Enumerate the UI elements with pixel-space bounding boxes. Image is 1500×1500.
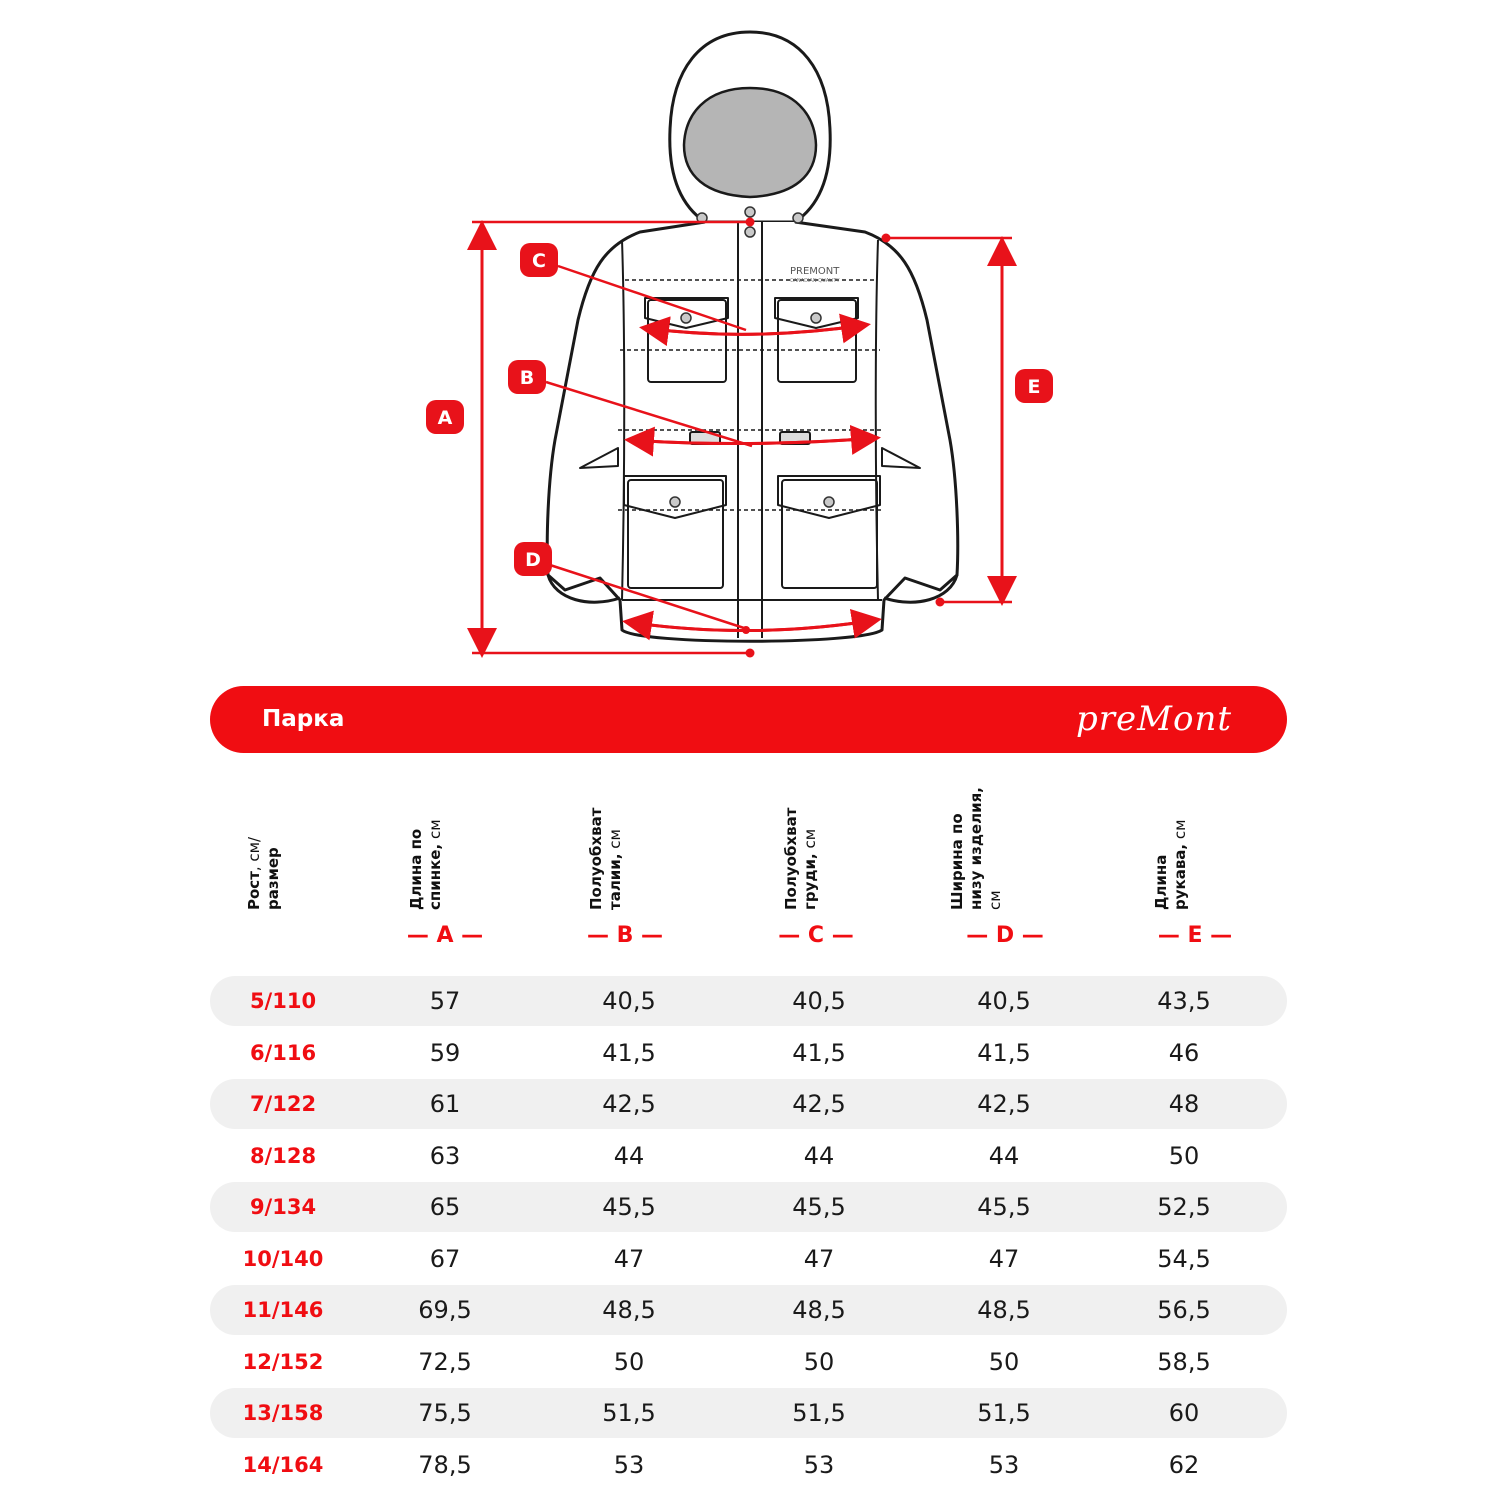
header-size-line2: размер xyxy=(264,847,282,910)
value-cell: 47 xyxy=(613,1244,645,1273)
jacket-brand-text: PREMONT xyxy=(790,266,840,277)
size-cell: 5/110 xyxy=(249,989,317,1013)
header-c-line1: Полуобхват xyxy=(782,807,800,910)
marker-badge-a xyxy=(426,400,464,434)
value-cell: 42,5 xyxy=(792,1090,846,1118)
column-header-b xyxy=(530,770,720,910)
value-cell: 61 xyxy=(429,1090,461,1118)
value-cell: 51,5 xyxy=(792,1399,846,1427)
header-size-unit: , см/ xyxy=(245,836,263,872)
jacket-outline xyxy=(547,32,957,641)
value-cell: 40,5 xyxy=(602,987,656,1015)
value-cell: 48 xyxy=(1168,1090,1200,1118)
jacket-measurement-diagram xyxy=(0,0,1500,680)
value-cell: 59 xyxy=(429,1038,461,1067)
value-cell: 45,5 xyxy=(602,1193,656,1221)
value-cell: 48,5 xyxy=(602,1296,656,1324)
table-row xyxy=(210,1440,1287,1490)
value-cell: 41,5 xyxy=(792,1038,846,1067)
table-row xyxy=(210,1388,1287,1438)
value-cell: 60 xyxy=(1168,1399,1200,1427)
header-d-line1: Ширина по xyxy=(948,813,966,910)
header-b-unit: см xyxy=(606,829,624,854)
marker-badge-b xyxy=(508,360,546,394)
value-cell: 56,5 xyxy=(1157,1296,1211,1324)
table-row xyxy=(210,1182,1287,1232)
value-cell: 53 xyxy=(803,1450,835,1479)
header-e-unit: см xyxy=(1171,819,1189,844)
value-cell: 47 xyxy=(803,1244,835,1273)
column-letter-a: — A — xyxy=(406,923,484,948)
value-cell: 62 xyxy=(1168,1450,1200,1479)
value-cell: 75,5 xyxy=(418,1399,472,1427)
value-cell: 67 xyxy=(429,1244,461,1273)
header-a-line1: Длина по xyxy=(407,828,425,910)
title-band xyxy=(210,686,1287,753)
table-row xyxy=(210,1079,1287,1129)
value-cell: 53 xyxy=(988,1450,1020,1479)
marker-letter-c: C xyxy=(532,250,546,272)
column-header-c xyxy=(725,770,915,910)
table-row xyxy=(210,1285,1287,1335)
header-e-line2: рукава, xyxy=(1171,843,1189,910)
header-d-unit: см xyxy=(986,890,1004,910)
header-b-line2: талии, xyxy=(606,853,624,910)
column-header-e xyxy=(1095,770,1285,910)
value-cell: 45,5 xyxy=(977,1193,1031,1221)
size-cell: 10/140 xyxy=(242,1246,324,1271)
marker-letter-e: E xyxy=(1027,376,1041,398)
marker-letter-d: D xyxy=(525,549,541,571)
header-size-line1: Рост xyxy=(245,871,263,910)
column-letter-e: — E — xyxy=(1157,923,1233,948)
header-c-unit: см xyxy=(801,828,819,854)
column-header-a xyxy=(350,770,540,910)
size-cell: 11/146 xyxy=(242,1298,324,1322)
value-cell: 44 xyxy=(988,1141,1020,1170)
value-cell: 48,5 xyxy=(792,1296,846,1324)
value-cell: 40,5 xyxy=(792,987,846,1015)
value-cell: 57 xyxy=(429,987,461,1015)
value-cell: 63 xyxy=(429,1141,461,1170)
header-d-line2: низу изделия, xyxy=(967,787,985,910)
value-cell: 45,5 xyxy=(792,1193,846,1221)
value-cell: 50 xyxy=(803,1347,835,1376)
column-letter-b: — B — xyxy=(586,923,664,948)
marker-badge-d xyxy=(514,542,552,576)
value-cell: 69,5 xyxy=(418,1296,472,1324)
value-cell: 51,5 xyxy=(602,1399,656,1427)
value-cell: 78,5 xyxy=(418,1450,472,1479)
size-cell: 9/134 xyxy=(249,1195,317,1219)
value-cell: 54,5 xyxy=(1157,1244,1211,1273)
size-cell: 8/128 xyxy=(249,1143,317,1168)
value-cell: 52,5 xyxy=(1157,1193,1211,1221)
value-cell: 46 xyxy=(1168,1038,1200,1067)
value-cell: 58,5 xyxy=(1157,1347,1211,1376)
header-a-line2: спинке, xyxy=(426,843,444,910)
size-cell: 14/164 xyxy=(242,1452,324,1477)
value-cell: 41,5 xyxy=(977,1038,1031,1067)
value-cell: 41,5 xyxy=(602,1038,656,1067)
value-cell: 44 xyxy=(613,1141,645,1170)
table-row xyxy=(210,1337,1287,1387)
marker-badge-c xyxy=(520,243,558,277)
product-title: Парка xyxy=(262,706,345,732)
value-cell: 48,5 xyxy=(977,1296,1031,1324)
value-cell: 65 xyxy=(429,1193,461,1221)
value-cell: 43,5 xyxy=(1157,987,1211,1015)
column-letter-d: — D — xyxy=(966,923,1044,948)
value-cell: 72,5 xyxy=(418,1347,472,1376)
column-header-d xyxy=(910,770,1100,910)
size-cell: 13/158 xyxy=(242,1401,324,1425)
marker-letter-b: B xyxy=(519,367,535,389)
header-e-line1: Длина xyxy=(1152,854,1170,910)
column-letter-c: — C — xyxy=(778,923,854,948)
brand-logo: preMont xyxy=(1076,699,1232,739)
value-cell: 50 xyxy=(613,1347,645,1376)
value-cell: 51,5 xyxy=(977,1399,1031,1427)
header-b-line1: Полуобхват xyxy=(587,807,605,910)
table-row xyxy=(210,1131,1287,1181)
marker-badge-e xyxy=(1015,369,1053,403)
table-row xyxy=(210,1028,1287,1078)
header-c-line2: груди, xyxy=(801,853,819,910)
value-cell: 42,5 xyxy=(977,1090,1031,1118)
value-cell: 47 xyxy=(988,1244,1020,1273)
value-cell: 44 xyxy=(803,1141,835,1170)
header-a-unit: см xyxy=(426,819,444,844)
marker-letter-a: A xyxy=(437,407,453,429)
table-row xyxy=(210,976,1287,1026)
size-cell: 12/152 xyxy=(242,1349,324,1374)
size-cell: 6/116 xyxy=(249,1040,317,1065)
value-cell: 40,5 xyxy=(977,987,1031,1015)
jacket-brand-subtext: CANADIAN QUALITY xyxy=(790,278,840,284)
value-cell: 42,5 xyxy=(602,1090,656,1118)
value-cell: 50 xyxy=(988,1347,1020,1376)
size-cell: 7/122 xyxy=(249,1092,317,1116)
value-cell: 53 xyxy=(613,1450,645,1479)
table-row xyxy=(210,1234,1287,1284)
value-cell: 50 xyxy=(1168,1141,1200,1170)
